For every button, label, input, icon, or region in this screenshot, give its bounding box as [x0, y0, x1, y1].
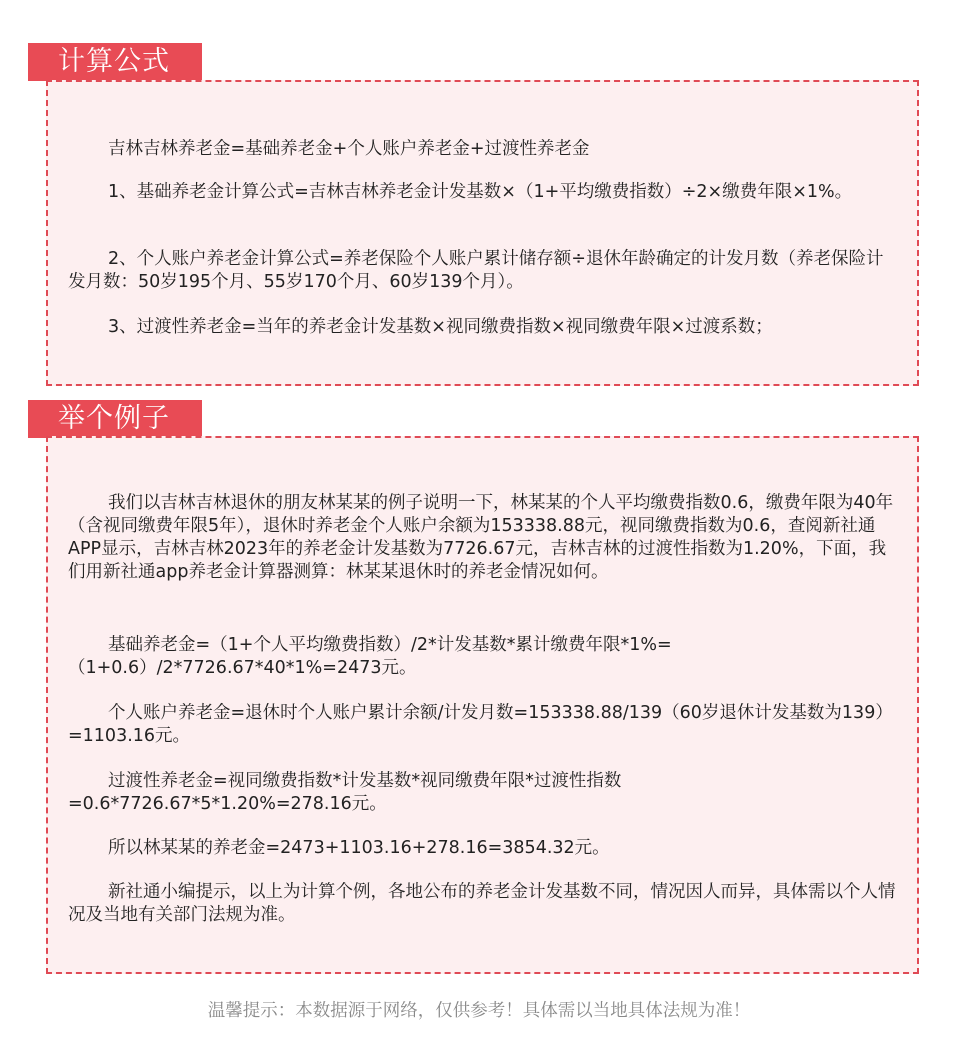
example-paragraph: 过渡性养老金=视同缴费指数*计发基数*视同缴费年限*过渡性指数=0.6*7726.67*5*1.20%=278.16元。: [68, 771, 622, 814]
example-paragraph: 我们以吉林吉林退休的朋友林某某的例子说明一下，林某某的个人平均缴费指数0.6，缴费年限为40年（含视同缴费年限5年），退休时养老金个人账户余额为153338.88元，视同缴费指数为0.6，查阅新社通APP显示，吉林吉林2023年的养老金计发基数为7726.67元，吉林吉林的过渡性指数为1.20%，下面，我们用新社通app养老金计算器测算：林某某退休时的养老金情况如何。: [68, 493, 894, 582]
example-paragraph: 所以林某某的养老金=2473+1103.16+278.16=3854.32元。: [108, 838, 610, 858]
example-paragraph: 新社通小编提示，以上为计算个例，各地公布的养老金计发基数不同，情况因人而异，具体需以个人情况及当地有关部门法规为准。: [68, 882, 896, 925]
formula-paragraph: 3、过渡性养老金=当年的养老金计发基数×视同缴费指数×视同缴费年限×过渡系数；: [108, 317, 773, 337]
formula-paragraph: 2、个人账户养老金计算公式=养老保险个人账户累计储存额÷退休年龄确定的计发月数（养老保险计发月数：50岁195个月、55岁170个月、60岁139个月）。: [68, 249, 884, 292]
section-title-example: 举个例子: [28, 400, 202, 438]
formula-paragraph: 吉林吉林养老金=基础养老金+个人账户养老金+过渡性养老金: [108, 139, 590, 159]
example-paragraph: 个人账户养老金=退休时个人账户累计余额/计发月数=153338.88/139（60岁退休计发基数为139）=1103.16元。: [68, 703, 893, 746]
section-title-formula: 计算公式: [28, 43, 202, 81]
formula-box: [46, 80, 919, 386]
formula-paragraph: 1、基础养老金计算公式=吉林吉林养老金计发基数×（1+平均缴费指数）÷2×缴费年限×1%。: [108, 182, 853, 202]
example-paragraph: 基础养老金=（1+个人平均缴费指数）/2*计发基数*累计缴费年限*1%=（1+0.6）/2*7726.67*40*1%=2473元。: [68, 635, 672, 678]
footer-notice: 温馨提示：本数据源于网络，仅供参考！具体需以当地具体法规为准！: [207, 1001, 751, 1021]
example-box: [46, 436, 919, 974]
